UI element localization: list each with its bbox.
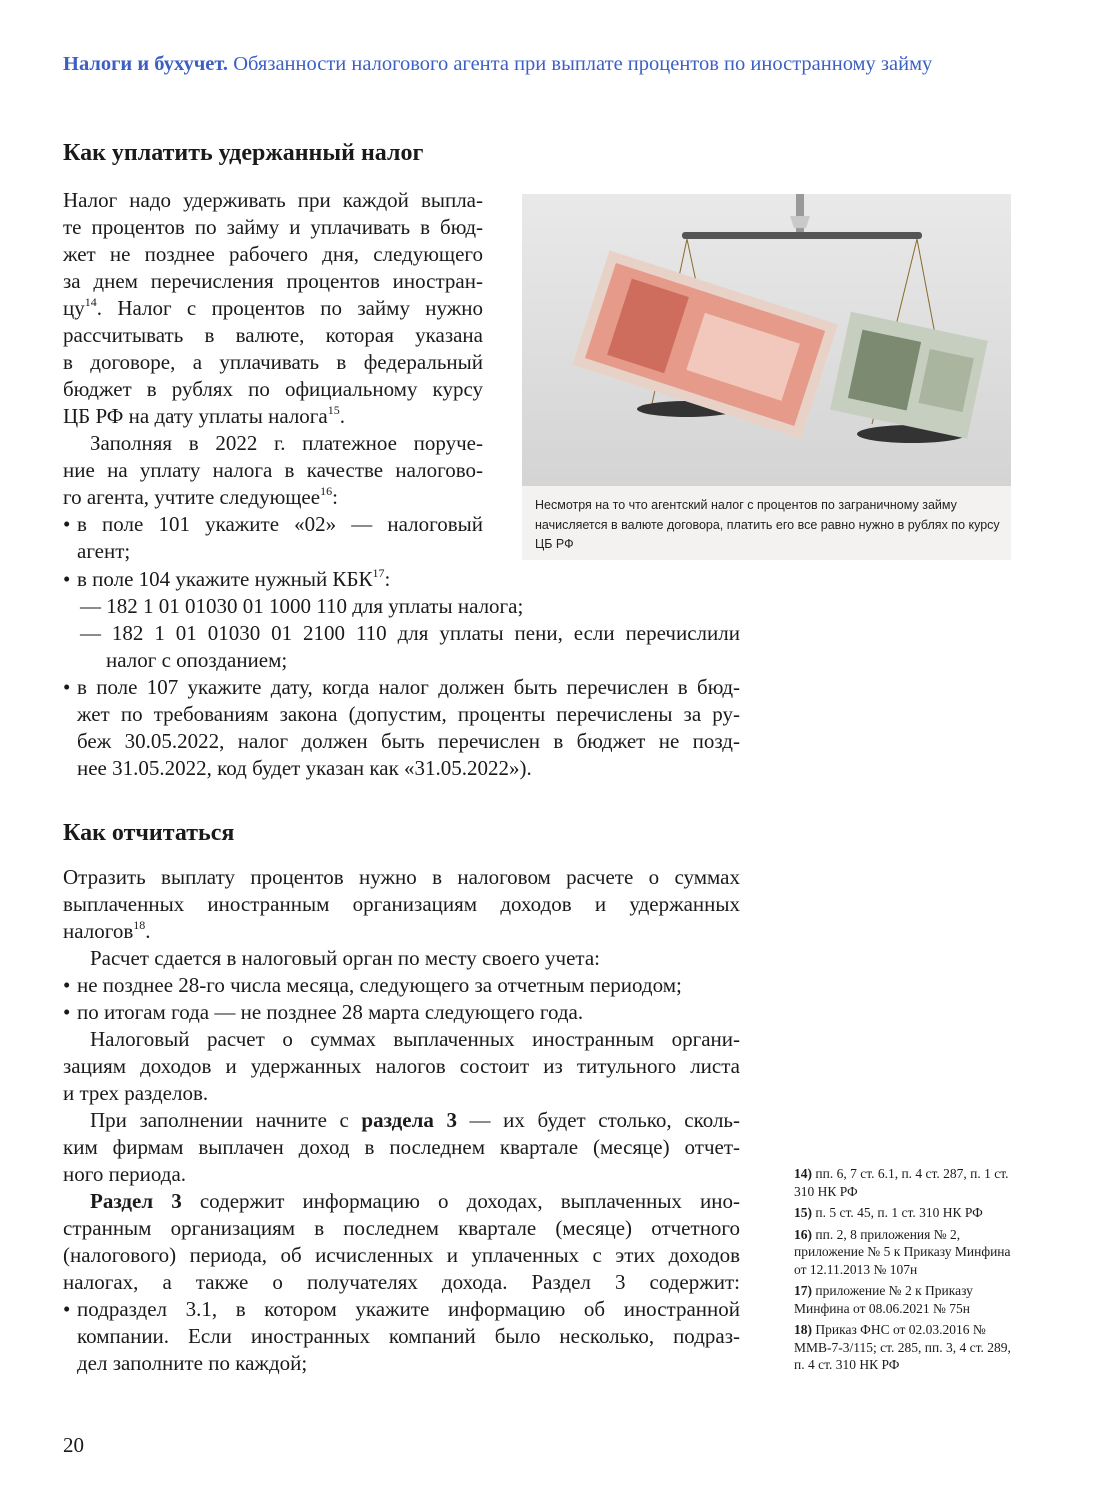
text-span: — 182 1 01 01030 01 1000 110 для уплаты налога; <box>80 594 524 618</box>
text-block-fields <box>63 566 740 782</box>
text-line <box>63 755 740 782</box>
text-span: ного периода. <box>63 1162 187 1186</box>
text-line <box>63 593 740 620</box>
text-line <box>63 349 483 376</box>
footnote-text: пп. 2, 8 приложения № 2, приложение № 5 к Приказу Минфина от 12.11.2013 № 107н <box>794 1226 1011 1277</box>
text-line <box>63 620 740 647</box>
text-span: Расчет сдается в налоговый орган по месту своего учета: <box>90 946 601 970</box>
text-line <box>63 945 740 972</box>
footnote-number: 18) <box>794 1322 812 1337</box>
text-span: в поле 104 укажите нужный КБК <box>77 567 373 591</box>
text-line <box>63 214 483 241</box>
text-span: налог с опозданием; <box>106 648 288 672</box>
text-line <box>63 1350 740 1377</box>
text-span: цу <box>63 296 85 320</box>
text-span: . <box>145 919 151 943</box>
list-item-line <box>63 674 740 701</box>
footnote-text: пп. 6, 7 ст. 6.1, п. 4 ст. 287, п. 1 ст. 310 НК РФ <box>794 1166 1009 1199</box>
footnote <box>794 1321 1024 1374</box>
footnote-ref: 14 <box>84 295 97 309</box>
list-item-line <box>63 999 740 1026</box>
text-line <box>63 728 740 755</box>
text-line <box>63 647 740 674</box>
text-line <box>63 322 483 349</box>
text-line <box>63 1026 740 1053</box>
text-line <box>63 241 483 268</box>
footnote-number: 15) <box>794 1205 812 1220</box>
text-line <box>63 295 483 322</box>
text-span: рассчитывать в валюте, которая указана <box>63 323 483 347</box>
text-span: за днем перечисления процентов иностран- <box>63 269 483 293</box>
footnote <box>794 1204 1024 1222</box>
footnote-text: Приказ ФНС от 02.03.2016 № ММВ-7-3/115; ст. 285, пп. 3, 4 ст. 289, п. 4 ст. 310 НК РФ <box>794 1322 1011 1372</box>
footnote-number: 16) <box>794 1226 812 1242</box>
text-line <box>63 1269 740 1296</box>
text-line <box>63 376 483 403</box>
text-line <box>63 430 483 457</box>
footnote <box>794 1165 1024 1200</box>
footnote-ref: 16 <box>320 484 333 498</box>
text-span: (налогового) периода, об исчисленных и уплаченных с этих доходов <box>63 1243 740 1267</box>
text-span: жет по требованиям закона (допустим, проценты перечислены за ру- <box>77 702 740 726</box>
bold-text: Раздел 3 <box>90 1189 182 1213</box>
text-span: Налоговый расчет о суммах выплаченных иностранным органи- <box>90 1027 740 1051</box>
footnote-ref: 17 <box>372 566 385 580</box>
text-span: в поле 107 укажите дату, когда налог должен быть перечислен в бюд- <box>77 675 740 699</box>
bold-text: раздела 3 <box>361 1108 457 1132</box>
text-span: налогов <box>63 919 134 943</box>
text-span: подраздел 3.1, в котором укажите информацию об иностранной <box>77 1297 740 1321</box>
text-span: странным организациям в последнем квартале (месяце) отчетного <box>63 1216 740 1240</box>
text-line <box>63 457 483 484</box>
text-span: Отразить выплату процентов нужно в налоговом расчете о суммах <box>63 865 740 889</box>
text-span: : <box>332 485 338 509</box>
text-line <box>63 891 740 918</box>
text-span: содержит информацию о доходах, выплаченных ино- <box>181 1189 740 1213</box>
text-line <box>63 403 483 430</box>
text-span: : <box>384 567 391 591</box>
running-header <box>63 53 932 76</box>
list-item-line <box>63 566 740 593</box>
text-line <box>63 1134 740 1161</box>
text-line <box>63 187 483 214</box>
text-line <box>63 1242 740 1269</box>
text-line <box>63 864 740 891</box>
text-span: в договоре, а уплачивать в федеральный <box>63 350 483 374</box>
section-heading-pay-tax: Как уплатить удержанный налог <box>63 140 424 166</box>
text-span: в поле 101 укажите «02» — налоговый <box>77 512 483 536</box>
text-line <box>63 1080 740 1107</box>
text-line <box>63 484 483 511</box>
text-line <box>63 1053 740 1080</box>
text-span: те процентов по займу и уплачивать в бюд- <box>63 215 483 239</box>
text-line <box>63 701 740 728</box>
text-span: Заполняя в 2022 г. платежное поруче- <box>90 431 483 455</box>
footnote-ref: 18 <box>133 918 146 932</box>
footnotes <box>794 1165 1024 1378</box>
footnote <box>794 1226 1024 1279</box>
text-line <box>63 538 483 565</box>
text-span: зациям доходов и удержанных налогов состоит из титульного листа <box>63 1054 740 1078</box>
page-number: 20 <box>63 1433 84 1457</box>
text-line <box>63 1188 740 1215</box>
text-block-pay-tax <box>63 187 483 565</box>
footnote-number: 17) <box>794 1283 812 1298</box>
text-span: нее 31.05.2022, код будет указан как «31.05.2022»). <box>77 756 532 780</box>
photo-caption: Несмотря на то что агентский налог с процентов по заграничному займу начисляется в валюте договора, платить его все равно нужно в рублях по курсу ЦБ РФ <box>522 486 1011 560</box>
text-line <box>63 918 740 945</box>
text-span: . Налог с процентов по займу нужно <box>96 296 483 320</box>
text-span: выплаченных иностранным организациям доходов и удержанных <box>63 892 740 916</box>
list-item-line <box>63 972 740 999</box>
text-span: ние на уплату налога в качестве налогово- <box>63 458 483 482</box>
footnote-number: 14) <box>794 1166 812 1181</box>
text-span: налогах, а также о получателях дохода. Раздел 3 содержит: <box>63 1270 740 1294</box>
text-span: Налог надо удерживать при каждой выпла- <box>63 188 483 212</box>
header-title: Обязанности налогового агента при выплате процентов по иностранному займу <box>233 53 933 75</box>
footnote-text: п. 5 ст. 45, п. 1 ст. 310 НК РФ <box>812 1205 983 1220</box>
text-line <box>63 268 483 295</box>
list-item-line <box>63 511 483 538</box>
footnote-text: приложение № 2 к Приказу Минфина от 08.06.2021 № 75н <box>794 1283 973 1316</box>
text-span: ЦБ РФ на дату уплаты налога <box>63 404 328 428</box>
text-span: — 182 1 01 01030 01 2100 110 для уплаты пени, если перечислили <box>80 621 740 645</box>
text-span: и трех разделов. <box>63 1081 209 1105</box>
text-line <box>63 1215 740 1242</box>
text-span: При заполнении начните с <box>90 1108 362 1132</box>
text-line <box>63 1323 740 1350</box>
footnote <box>794 1282 1024 1317</box>
list-item-line <box>63 1296 740 1323</box>
text-span: го агента, учтите следующее <box>63 485 321 509</box>
text-span: беж 30.05.2022, налог должен быть перечислен в бюджет не позд- <box>77 729 740 753</box>
text-span: жет не позднее рабочего дня, следующего <box>63 242 483 266</box>
text-span: компании. Если иностранных компаний было несколько, подраз- <box>77 1324 740 1348</box>
header-section: Налоги и бухучет. <box>63 53 229 75</box>
text-line <box>63 1161 740 1188</box>
text-span: по итогам года — не позднее 28 марта следующего года. <box>77 1000 584 1024</box>
text-span: — их будет столько, сколь- <box>456 1108 740 1132</box>
section-heading-reporting: Как отчитаться <box>63 820 235 846</box>
text-span: не позднее 28-го числа месяца, следующего за отчетным периодом; <box>77 973 682 997</box>
footnote-ref: 15 <box>327 403 340 417</box>
text-span: бюджет в рублях по официальному курсу <box>63 377 483 401</box>
text-line <box>63 1107 740 1134</box>
text-span: дел заполните по каждой; <box>77 1351 308 1375</box>
text-span: . <box>339 404 345 428</box>
photo-scales-with-banknotes <box>522 194 1011 486</box>
text-span: агент; <box>77 539 131 563</box>
text-span: ким фирмам выплачен доход в последнем квартале (месяце) отчет- <box>63 1135 740 1159</box>
text-block-reporting <box>63 864 740 1377</box>
